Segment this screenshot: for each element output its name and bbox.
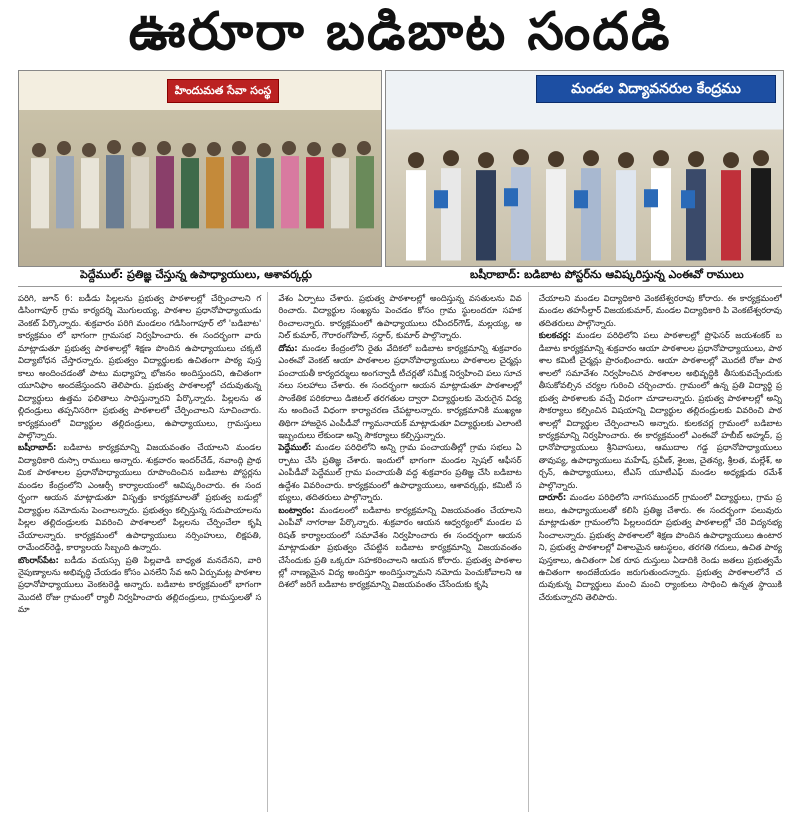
paragraph: [539, 329, 782, 491]
paragraph-text: మండలంలో బడిబాట కార్యక్రమాన్ని విజయవంతం చేయాలని ఎంపీవో నాగరాజు పేర్కొన్నారు. శుక్రవారం ఆయన ఆధ్వర్యంలో మండల పరిషత్ కార్యాలయంలో సమావేశం నిర్వహించారు ఈ సందర్భంగా ఆయన మాట్లాడుతూ ప్రభుత్వం చేపట్టిన బడిబాట కార్యక్రమాన్ని విజయవంతం చేసేందుకు ప్రతి ఒక్కరూ సహకరించాలని ఆయన కోరారు. ప్రభుత్వ పాఠశాలల్లో నాణ్యమైన విద్య అందిస్తూ అందిస్తున్నామని నమోదు పెంచుకోవాలని ఆ దిశలో జరిగే బడిబాట కార్యక్రమాన్ని విజయవంతం చేసేందుకు కృషి: [278, 504, 522, 590]
paragraph-text: బడిబాట కార్యక్రమాన్ని విజయవంతం చేయాలని మండల విద్యాధికారి దుస్సా రాములు అన్నారు. శుక్రవారం ఇందర్‌చేడ్, నవాంద్గి ప్రాథమిక పాఠశాలల ప్రధానోపాధ్యాయులు రూపొందించిన బడిబాట పోస్టర్లను మండల కేంద్రంలోని ఎంఆర్సీ కార్యాలయంలో ఆవిష్కరించారు. ఈ సందర్భంగా ఆయన మాట్లాడుతూ విసృత్తు కార్యక్రమాలతో ప్రభుత్వ బడుల్లో విద్యార్థుల నమోదును పెంచాలన్నారు. ప్రభుత్వం కల్పిస్తున్న సదుపాయాలను పిల్లల తల్లిదండ్రులకు వివరించి పాఠశాలలో పిల్లలను చేర్పించేలా కృషి చేయాలన్నారు. కార్యక్రమంలో ఉపాధ్యాయులు నర్సింహులు, లిక్షపతి, రామేందర్‌రెడ్డి, కార్యాలయ సిబ్బంది ఉన్నారు.: [18, 442, 262, 553]
column-2: [278, 292, 528, 812]
paragraph: [539, 491, 782, 603]
crowd-illustration-right: [386, 130, 783, 267]
paragraph: [278, 504, 521, 591]
paragraph: [18, 441, 261, 553]
paragraph-text: వేశం ఏర్పాటు చేశారు. ప్రభుత్వ పాఠశాలల్లో అందిస్తున్న వసతులను వివరించారు. విద్యార్థుల సంఖ్యను పెంచడం కోసం గ్రామ స్థులందరూ సహకరించాలన్నారు. కార్యక్రమంలో ఉపాధ్యాయులు రవీందర్‌గౌడ్, మల్లయ్య, అనిల్ కుమార్, గౌరారంగోపాల్, సర్దార్, కుమార్ పాల్గొన్నారు.: [278, 293, 522, 341]
paragraph-text: మండల కేంద్రంలోని రైతు వేదికలో బడిబాట కార్యక్రమాన్ని శుక్రవారం ఎంఈవో వెంకట్ ఆయా పాఠశాలల ప్రధానోపాధ్యాయులు పాఠశాలల చైర్మన్లు పంచాయతీ కార్యదర్శులు అంగన్వాడీ టీచర్లతో సమీక్ష నిర్వహించి పలు సూచనలు సలహాలు చేశారు. ఈ సందర్భంగా ఆయన మాట్లాడుతూ పాఠశాలల్లో సాంకేతిక పరికరాలు డిజిటల్ తరగతుల ద్వారా విద్యార్థులకు మెరుగైన విద్యను అందించే విధంగా కార్యాచరణ చేపట్టాలన్నారు. కార్యక్రమానికి ముఖ్యఅతిథిగా హాజరైన ఎంపీడీవో గ్యామనాయక్ మాట్లాడుతూ విద్యార్థులకు ఎలాంటి ఇబ్బందులు లేకుండా అన్ని సౌకర్యాలు కల్పిస్తున్నారు.: [278, 342, 522, 440]
headline: ఊరూరా బడిబాట సందడి: [128, 2, 672, 62]
paragraph: [278, 292, 521, 342]
section-divider: [18, 286, 782, 287]
photo-sign-right: మండల విద్యావనరుల కేంద్రము: [536, 75, 776, 103]
dateline: బంట్వారం:: [278, 504, 315, 515]
photo-caption-right: బషీరాబాద్: బడిబాట పోస్టర్‌ను ఆవిష్కరిస్తున్న ఎంఈవో రాములు: [470, 268, 744, 281]
dateline: బషీరాబాద్:: [18, 442, 57, 453]
photo-sign-left: హిందుమత సేవా సంస్థ: [167, 79, 279, 103]
paragraph-text: మండల పరిధిలోని అన్ని గ్రామ పంచాయతీల్లో గ్రామ సభలు ఏర్పాటు చేసి ప్రతిజ్ఞ చేశారు. ఇందులో భాగంగా మండల స్పెషల్ ఆఫీసర్ ఎంపీడీవో పెద్దేముల్ గ్రామ పంచాయతీ వద్ద శుక్రవారం ప్రతిజ్ఞ చేసి బడిబాట ఉద్దేశం వివరించారు. కార్యక్రమంలో ఉపాధ్యాయులు, ఆశావర్కర్లు, కమిటీ సభ్యులు, తదితరులు పాల్గొన్నారు.: [278, 442, 522, 503]
photo-poster-launch: [385, 70, 784, 267]
paragraph: [278, 441, 521, 503]
paragraph: [539, 292, 782, 329]
paragraph-text: బడీడు వయస్సు ప్రతి పిల్లవాడి బాధ్యత మనదేనని, వారి నైపుణ్యాలను అభివృద్ధి చేయడం కోసం ఎనలేని సేవ అని ఏర్పుమట్ల పాఠశాల ప్రధానోపాధ్యాయులు వెంకటరెడ్డి అన్నారు. బడిబాట కార్యక్రమంలో భాగంగా మొదటి రోజు గ్రామంలో ర్యాలీ నిర్వహించారు తల్లిదండ్రులు, గ్రామస్తులతో సమా: [18, 554, 262, 615]
paragraph: [18, 554, 261, 616]
crowd-illustration-left: [19, 130, 381, 267]
paragraph-text: చేయాలని మండల విద్యాధికారి వెంకటేశ్వరరావు కోరారు. ఈ కార్యక్రమంలో మండల తహసీల్దార్ విజయకుమార్, మండల విద్యాధికారి పి వెంకటేశ్వరరావు తదితరులు పాల్గొన్నారు.: [538, 293, 782, 328]
column-3: [539, 292, 782, 812]
paragraph-text: పరిగి, జూన్ 6: బడీడు పిల్లలను ప్రభుత్వ పాఠశాలల్లో చేర్పించాలని గడిసింగాపూర్ గ్రామ కార్యదర్శి మొగులయ్య, పాఠశాల ప్రధానోపాధ్యాయుడు వెంకట్ పేర్కొన్నారు. శుక్రవారం పరిగి మండలం గడిసింగాపూర్ లో 'బడిబాట' కార్యక్రమం లో భాగంగా గ్రామసభ నిర్వహించారు. ఈ సందర్భంగా వారు మాట్లాడుతూ ప్రభుత్వ పాఠశాలల్లో శిక్షణ పొందిన ఉపాధ్యాయులు చక్కటి విద్యాబోధన చేస్తారన్నారు. ప్రభుత్వం విద్యార్థులకు ఉచితంగా పాఠ్య పుస్తకాలు అందించడంతో పాటు మధ్యాహ్న భోజనం అందిస్తుందని, ఉచితంగా యూనిఫాం అందజేస్తుందని తెలిపారు. ప్రభుత్వ పాఠశాలల్లో చదువుతున్న విద్యార్థులు ఉత్తమ ఫలితాలు సాధిస్తున్నారని పేర్కొన్నారు. పిల్లలను తల్లిదండ్రులు తప్పనిసరిగా ప్రభుత్వ పాఠశాలలో చేర్పించాలని సూచించారు. కార్యక్రమంలో విద్యార్థుల తల్లిదండ్రులు, ఉపాధ్యాయులు, గ్రామస్తులు పాల్గొన్నారు.: [18, 293, 262, 440]
dateline: కులకచర్ల:: [538, 330, 571, 341]
paragraph-text: మండల పరిధిలోని పలు పాఠశాలల్లో ప్రొఫెసర్ జయశంకర్ బడిబాట కార్యక్రమాన్ని శుక్రవారం ఆయా పాఠశాలల ప్రధానోపాధ్యాయులు, పాఠశాల కమిటీ చైర్మన్లు ప్రారంభించారు. ఆయా పాఠశాలల్లో మొదటి రోజు పాఠశాలలో సమావేశం నిర్వహించిన పాఠశాలల అభివృద్ధికి తీసుకువచ్చేందుకు తీసుకోవల్సిన చర్యల గురించి చర్చించారు. గ్రామంలో ఉన్న ప్రతి విద్యార్థి ప్రభుత్వ పాఠశాలకు వచ్చే విధంగా చూడాలన్నారు. ప్రభుత్వ పాఠశాలల్లో అన్ని సౌకర్యాలు కల్పించిన విషయాన్ని విద్యార్థుల తల్లిదండ్రులకు వివరించి పాఠశాలల్లో విద్యార్థుల చేర్పించాలని అన్నారు. కులకచర్ల గ్రామంలో బడిబాట కార్యక్రమాన్ని నిర్వహించారు. ఈ కార్యక్రమంలో ఎంఈవో హబీబ్ అహ్మద్, ప్రధానోపాధ్యాయులు శ్రీనివాసులు, ఆముదాల గడ్డ ప్రధానోపాధ్యాయులు తావుప్య, ఉపాధ్యాయులు మహేష్, ప్రవీణ్, శైలజ, చైతన్య, శ్రీలత, మల్లేశ్, అర్చన్, ఉపాధ్యాయులు, టీఎస్ యూటీఎఫ్ మండల అధ్యక్షుడు రమేశ్ పాల్గొన్నారు.: [538, 330, 782, 490]
dateline: దారూర్:: [538, 492, 567, 503]
paragraph-text: మండల పరిధిలోని నాగసముందర్ గ్రామంలో విద్యార్థులు, గ్రామ ప్రజలు, ఉపాధ్యాయులతో కలిసి ప్రతిజ్ఞ చేశారు. ఈ సందర్భంగా పలువురు మాట్లాడుతూ గ్రామంలోని పిల్లలందరూ ప్రభుత్వ పాఠశాలల్లో చేరి విద్యనభ్యసించాలన్నారు. ప్రభుత్వ పాఠశాలలో శిక్షణ పొందిన ఉపాధ్యాయులు ఉంటారని, ప్రభుత్వ పాఠశాలల్లో విశాలమైన ఆటస్థలం, తరగతి గదులు, ఉచిత పాఠ్యపుస్తకాలు, ఉచితంగా ఏక రూప దుస్తులు ఏడాదికి రెండు జతలు ప్రభుత్వమే ఉచితంగా అందజేయడం జరుగుతుందన్నారు. ప్రభుత్వ పాఠశాలలోనే చదువుకున్న విద్యార్థులు మంచి మంచి ర్యాంకులు సాధించి ఉన్నత స్థాయికి చేరుకున్నారని తెలిపారు.: [538, 492, 782, 602]
dateline: దోమ:: [278, 342, 298, 353]
photo-caption-left: పెద్దేముల్: ప్రతిజ్ఞ చేస్తున్న ఉపాధ్యాయులు, ఆశావర్కర్లు: [80, 268, 312, 281]
paragraph: [278, 342, 521, 442]
column-1: [18, 292, 268, 812]
paragraph: [18, 292, 261, 441]
article-body: [18, 292, 782, 812]
photo-teachers-pledge: [18, 70, 382, 267]
dateline: బొంరాస్‌పేట:: [18, 554, 59, 565]
dateline: పెద్దేముల్:: [278, 442, 312, 453]
